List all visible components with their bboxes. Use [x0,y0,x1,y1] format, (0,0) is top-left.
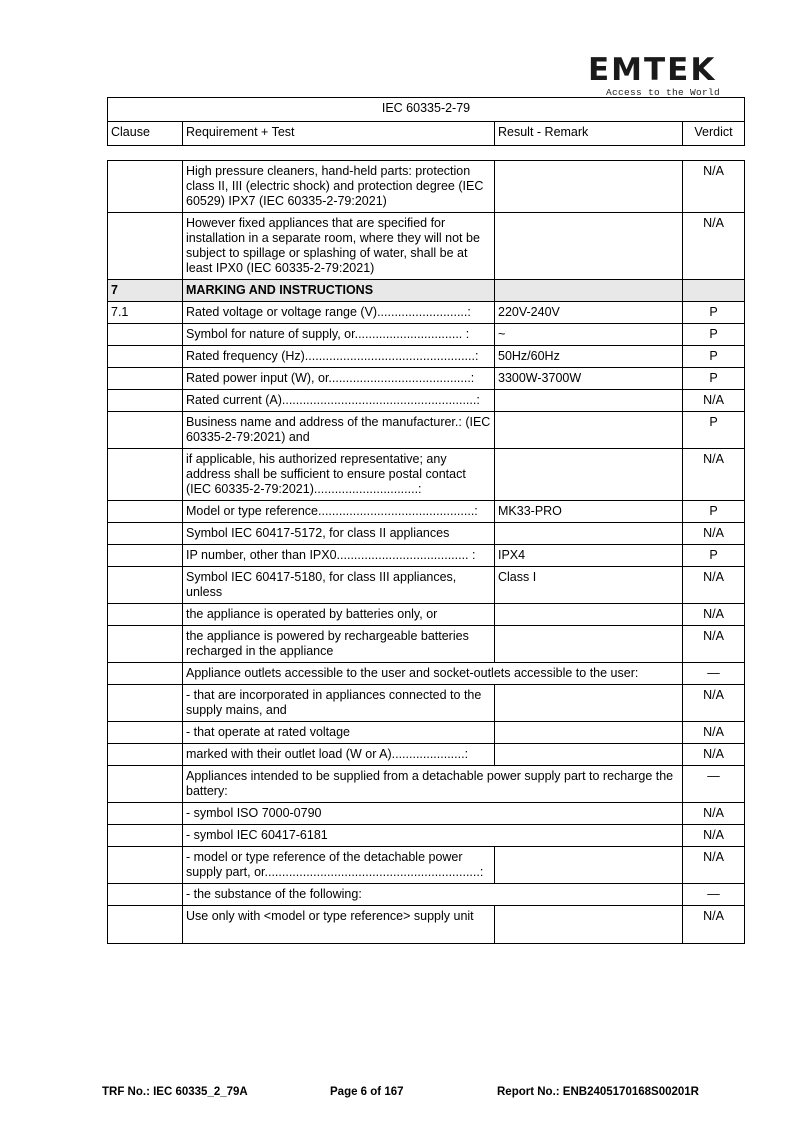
footer-report: Report No.: ENB2405170168S00201R [497,1086,699,1098]
requirement-cell: MARKING AND INSTRUCTIONS [183,280,495,302]
verdict-cell: N/A [683,744,745,766]
clause-cell [108,567,183,604]
verdict-cell: P [683,368,745,390]
result-cell: Class I [495,567,683,604]
table-row [108,280,745,302]
table-row [108,545,745,567]
requirement-cell: Symbol IEC 60417-5172, for class II appliances [183,523,495,545]
clause-cell [108,906,183,944]
clause-cell [108,803,183,825]
requirement-cell: IP number, other than IPX0...................................... : [183,545,495,567]
verdict-cell: N/A [683,604,745,626]
requirement-cell: Model or type reference.............................................: [183,501,495,523]
col-header-clause: Clause [108,122,183,146]
result-cell [495,412,683,449]
table-row [108,412,745,449]
table-row [108,501,745,523]
clause-cell [108,523,183,545]
requirement-cell: - that operate at rated voltage [183,722,495,744]
clause-cell [108,766,183,803]
requirement-cell: marked with their outlet load (W or A).....................: [183,744,495,766]
verdict-cell: — [683,663,745,685]
requirement-cell: Rated power input (W), or.........................................: [183,368,495,390]
verdict-cell: N/A [683,722,745,744]
requirement-cell: Business name and address of the manufacturer.: (IEC 60335-2-79:2021) and [183,412,495,449]
verdict-cell: N/A [683,847,745,884]
result-cell [495,390,683,412]
clause-cell [108,368,183,390]
clause-cell [108,847,183,884]
clause-cell [108,346,183,368]
verdict-cell: P [683,412,745,449]
requirement-cell: if applicable, his authorized representative; any address shall be sufficient to ensure postal contact (IEC 60335-2-79:2021)..............................: [183,449,495,501]
result-cell: 220V-240V [495,302,683,324]
verdict-cell: N/A [683,626,745,663]
requirement-cell: Rated voltage or voltage range (V)..........................: [183,302,495,324]
table-row [108,626,745,663]
table-row [108,685,745,722]
verdict-cell: P [683,346,745,368]
result-cell [495,744,683,766]
verdict-cell: N/A [683,213,745,280]
table-row [108,346,745,368]
header-table [107,97,745,146]
table-row [108,847,745,884]
verdict-cell: — [683,884,745,906]
result-cell: MK33-PRO [495,501,683,523]
requirement-cell: Rated current (A)........................................................: [183,390,495,412]
verdict-cell: N/A [683,567,745,604]
verdict-cell [683,280,745,302]
clause-cell [108,604,183,626]
clause-cell [108,161,183,213]
clause-cell [108,663,183,685]
verdict-cell: P [683,545,745,567]
col-header-result: Result - Remark [495,122,683,146]
logo-brand: EMTEK [588,52,717,88]
verdict-cell: P [683,501,745,523]
result-cell: 50Hz/60Hz [495,346,683,368]
requirement-cell: the appliance is powered by rechargeable batteries recharged in the appliance [183,626,495,663]
clause-cell [108,213,183,280]
verdict-cell: N/A [683,523,745,545]
clause-cell [108,390,183,412]
clause-cell [108,412,183,449]
table-row [108,906,745,944]
result-cell [495,523,683,545]
col-header-verdict: Verdict [683,122,745,146]
clause-cell [108,449,183,501]
result-cell [495,604,683,626]
requirement-cell: Appliances intended to be supplied from a detachable power supply part to recharge the battery: [183,766,683,803]
clause-cell [108,626,183,663]
requirement-cell: Symbol IEC 60417-5180, for class III appliances, unless [183,567,495,604]
table-row [108,567,745,604]
table-row [108,825,745,847]
verdict-cell: N/A [683,161,745,213]
requirement-cell: - symbol IEC 60417-6181 [183,825,683,847]
footer-trf: TRF No.: IEC 60335_2_79A [102,1086,248,1098]
requirement-cell: High pressure cleaners, hand-held parts: protection class II, III (electric shock) and protection degree (IEC 60529) IPX7 (IEC 60335-2-79:2021) [183,161,495,213]
table-row [108,449,745,501]
requirement-cell: However fixed appliances that are specified for installation in a separate room, where they will not be subject to spillage or splashing of water, shall be at least IPX0 (IEC 60335-2-79:2021) [183,213,495,280]
table-row [108,744,745,766]
table-row [108,722,745,744]
result-cell [495,161,683,213]
requirement-cell: Symbol for nature of supply, or............................... : [183,324,495,346]
requirement-cell: - model or type reference of the detachable power supply part, or..............................................................: [183,847,495,884]
clause-cell [108,884,183,906]
table-row [108,604,745,626]
verdict-cell: N/A [683,390,745,412]
verdict-cell: N/A [683,449,745,501]
verdict-cell: P [683,324,745,346]
requirement-cell: Appliance outlets accessible to the user and socket-outlets accessible to the user: [183,663,683,685]
table-row [108,803,745,825]
clause-cell [108,744,183,766]
table-row [108,766,745,803]
result-cell: IPX4 [495,545,683,567]
table-row [108,663,745,685]
requirement-cell: - the substance of the following: [183,884,683,906]
result-cell [495,280,683,302]
clause-cell [108,685,183,722]
clause-cell [108,501,183,523]
verdict-cell: N/A [683,803,745,825]
requirement-cell: Rated frequency (Hz).................................................: [183,346,495,368]
requirement-cell: Use only with <model or type reference> supply unit [183,906,495,944]
table-row [108,523,745,545]
table-row [108,302,745,324]
result-cell [495,847,683,884]
table-row [108,324,745,346]
table-row [108,161,745,213]
result-cell [495,449,683,501]
table-row [108,368,745,390]
result-cell [495,213,683,280]
clause-cell [108,324,183,346]
requirement-cell: the appliance is operated by batteries only, or [183,604,495,626]
verdict-cell: N/A [683,685,745,722]
clause-cell: 7 [108,280,183,302]
requirements-table [107,160,745,944]
col-header-requirement: Requirement + Test [183,122,495,146]
table-row [108,213,745,280]
result-cell: 3300W-3700W [495,368,683,390]
clause-cell [108,825,183,847]
result-cell [495,685,683,722]
result-cell [495,722,683,744]
footer-page: Page 6 of 167 [330,1086,404,1098]
company-logo [588,54,738,98]
verdict-cell: — [683,766,745,803]
clause-cell [108,722,183,744]
clause-cell [108,545,183,567]
result-cell [495,906,683,944]
requirement-cell: - symbol ISO 7000-0790 [183,803,683,825]
table-row [108,884,745,906]
logo-tagline: Access to the World [606,87,721,98]
result-cell [495,626,683,663]
standard-title: IEC 60335-2-79 [108,98,745,122]
verdict-cell: N/A [683,825,745,847]
result-cell: ~ [495,324,683,346]
table-row [108,390,745,412]
verdict-cell: N/A [683,906,745,944]
verdict-cell: P [683,302,745,324]
clause-cell: 7.1 [108,302,183,324]
requirement-cell: - that are incorporated in appliances connected to the supply mains, and [183,685,495,722]
